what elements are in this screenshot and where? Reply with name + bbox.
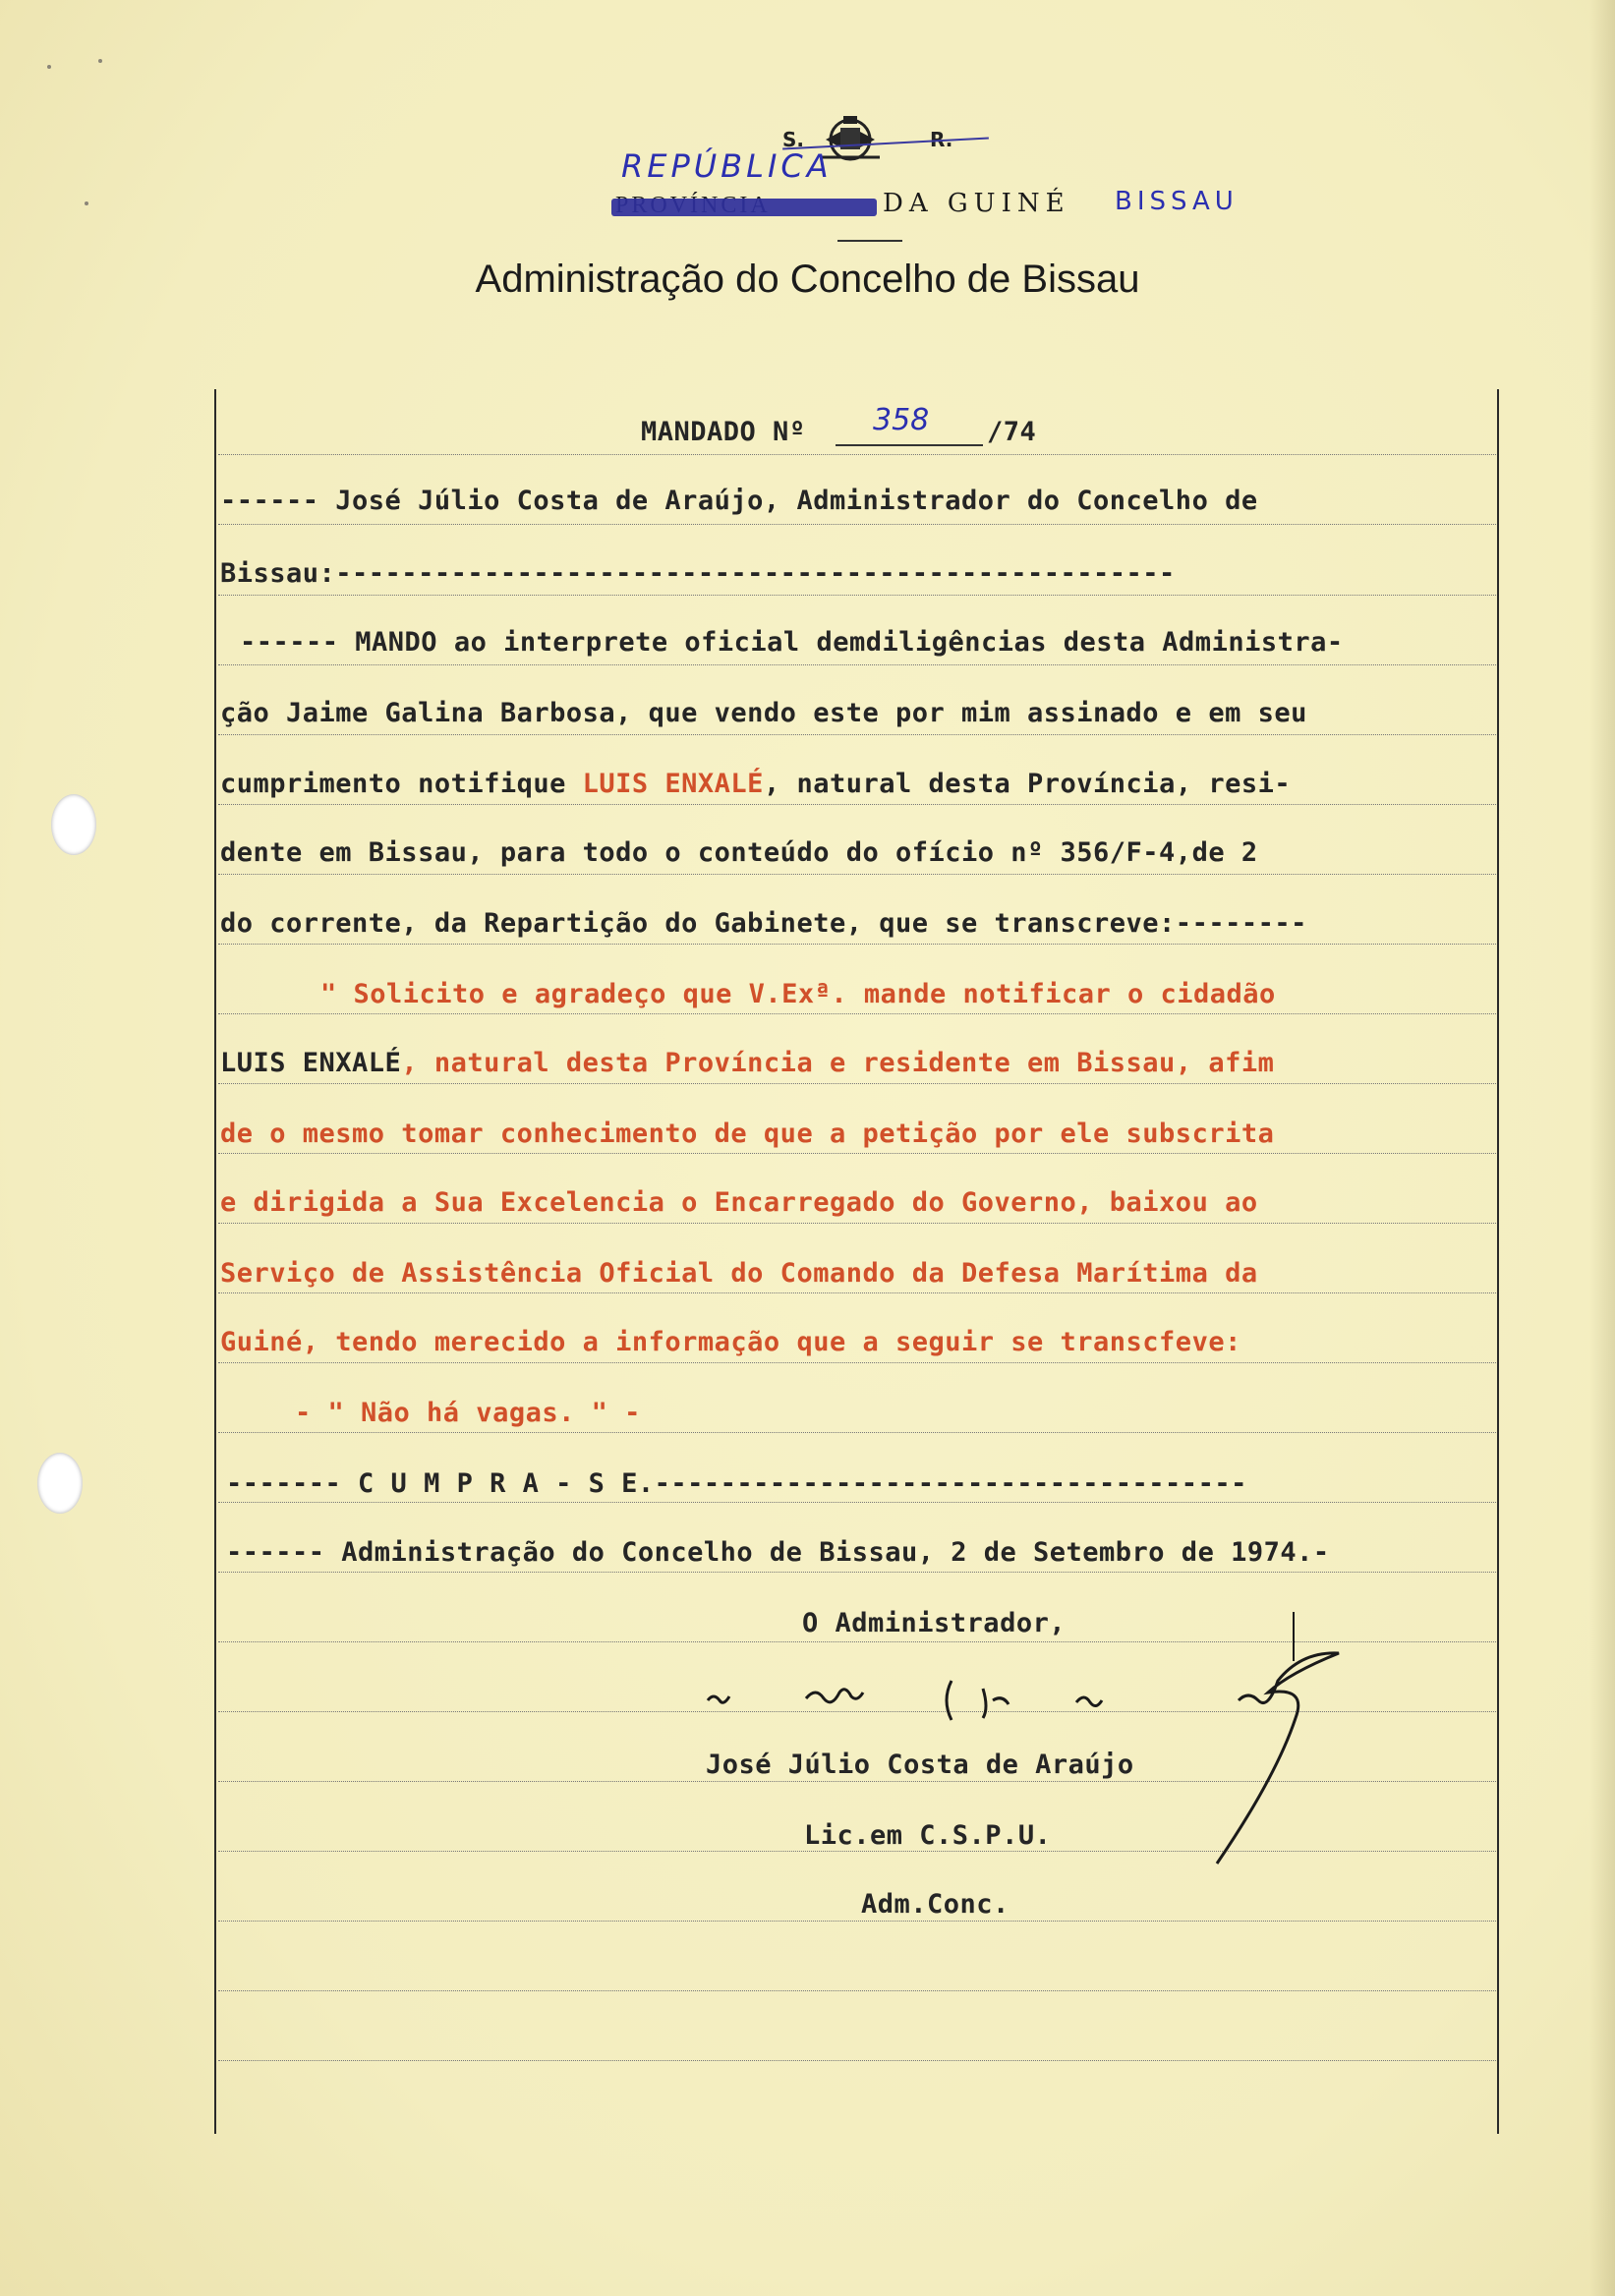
ruled-line: [218, 1223, 1496, 1224]
signatory-name: José Júlio Costa de Araújo: [706, 1750, 1134, 1780]
mandado-number-underline: [836, 444, 983, 446]
ruled-line: [218, 874, 1496, 875]
handwritten-signature: [688, 1612, 1415, 1867]
ruled-line: [218, 944, 1496, 945]
page-edge-shadow: [1589, 0, 1615, 2296]
ruled-line: [218, 1572, 1496, 1573]
body-line-5-start: cumprimento notifique: [220, 769, 583, 799]
ruled-line: [218, 595, 1496, 596]
ruled-line: [218, 1432, 1496, 1433]
quote-line-7: [295, 1398, 641, 1428]
body-line-4: ção Jaime Galina Barbosa, que vendo este por mim assinado e em seu: [220, 698, 1307, 728]
handwritten-republica: REPÚBLICA: [621, 147, 833, 185]
signatory-title: Adm.Conc.: [861, 1889, 1009, 1920]
title-divider: [837, 240, 902, 242]
mandado-year: /74: [987, 417, 1037, 447]
ruled-line: [218, 1990, 1496, 1991]
quote-line-3: de o mesmo tomar conhecimento de que a petição por ele subscrita: [220, 1119, 1275, 1149]
paper-speck: [85, 201, 88, 205]
sr-right-letter: R.: [930, 128, 953, 151]
body-line-2: Bissau:---------------------------------------------------: [220, 558, 1176, 589]
ruled-line: [218, 524, 1496, 525]
mandado-label: MANDADO Nº: [641, 417, 806, 447]
ruled-line: [218, 454, 1496, 455]
sr-left-letter: S.: [782, 128, 805, 151]
paper-speck: [98, 59, 102, 63]
body-line-3: ------ MANDO ao interprete oficial demdiligências desta Administra-: [240, 627, 1344, 658]
ruled-line: [218, 664, 1496, 665]
ruled-line: [218, 1153, 1496, 1154]
person-name-first: LUIS ENXALÉ: [582, 769, 764, 799]
body-line-5-end: , natural desta Província, resi-: [763, 769, 1292, 799]
mandado-number: 358: [873, 403, 930, 437]
frame-right-rule: [1497, 389, 1499, 2134]
ruled-line: [218, 1921, 1496, 1922]
ink-strike-through: [611, 199, 877, 216]
body-line-1: ------ José Júlio Costa de Araújo, Administrador do Concelho de: [220, 486, 1258, 516]
ruled-line: [218, 1292, 1496, 1293]
quote-line-5: Serviço de Assistência Oficial do Comando da Defesa Marítima da: [220, 1258, 1258, 1289]
ruled-line: [218, 2060, 1496, 2061]
ruled-line: [218, 1362, 1496, 1363]
person-name-second: LUIS ENXALÉ: [220, 1048, 402, 1078]
body-line-6: dente em Bissau, para todo o conteúdo do ofício nº 356/F-4,de 2: [220, 837, 1258, 868]
body-line-7: do corrente, da Repartição do Gabinete, que se transcreve:--------: [220, 908, 1307, 939]
nao-ha-vagas: - " Não há vagas. " -: [295, 1398, 641, 1428]
ruled-line: [218, 1502, 1496, 1503]
paper-speck: [47, 65, 51, 69]
ruled-line: [218, 1083, 1496, 1084]
date-line: ------ Administração do Concelho de Bissau, 2 de Setembro de 1974.-: [226, 1537, 1330, 1568]
punch-hole-upper: [51, 794, 96, 855]
ruled-line: [218, 734, 1496, 735]
ruled-line: [218, 1013, 1496, 1014]
ruled-line: [218, 804, 1496, 805]
quote-line-2-rest: , natural desta Província e residente em Bissau, afim: [401, 1048, 1275, 1078]
quote-line-6: Guiné, tendo merecido a informação que a seguir se transcfeve:: [220, 1327, 1241, 1357]
signatory-role: O Administrador,: [802, 1608, 1067, 1638]
frame-left-rule: [214, 389, 216, 2134]
quote-line-1: " Solicito e agradeço que V.Exª. mande notificar o cidadão: [320, 979, 1276, 1009]
da-guine-text: DA GUINÉ: [883, 189, 1070, 218]
quote-line-2: [220, 1048, 1274, 1078]
signatory-degree: Lic.em C.S.P.U.: [804, 1820, 1052, 1851]
quote-line-4: e dirigida a Sua Excelencia o Encarregado do Governo, baixou ao: [220, 1187, 1258, 1218]
office-title: Administração do Concelho de Bissau: [475, 258, 1140, 301]
punch-hole-lower: [37, 1453, 83, 1514]
cumpra-se-line: ------- C U M P R A - S E.------------------------------------: [226, 1468, 1247, 1499]
handwritten-bissau: BISSAU: [1115, 187, 1239, 216]
body-line-5: [220, 769, 1291, 799]
